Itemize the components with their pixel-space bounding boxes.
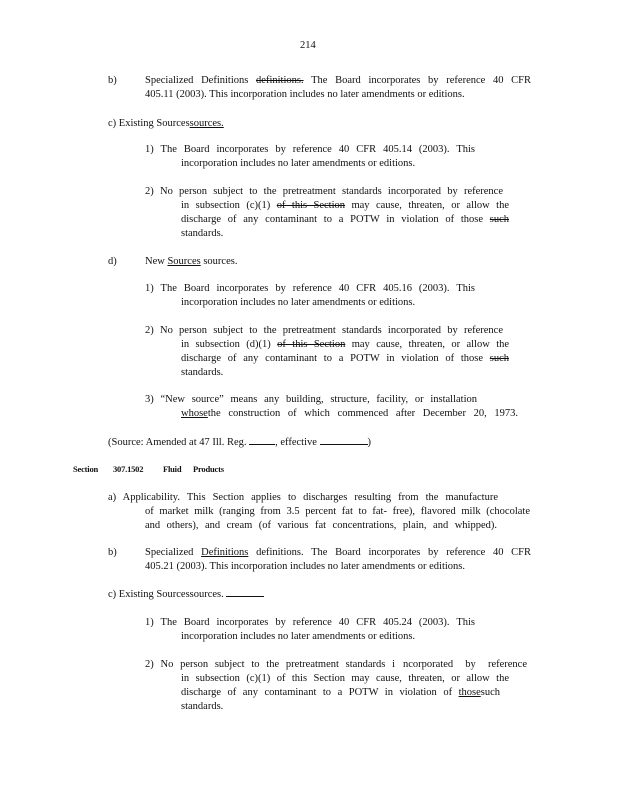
blank-field [320,435,368,445]
deleted-text: definitions. [256,75,304,86]
text: discharge of any contaminant to a POTW in violation of those [181,214,484,225]
d-item-1-line-2: incorporation includes no later amendments or editions. [181,297,416,308]
section-label: Section [73,464,99,474]
a-line-2: of market milk (ranging from 3.5 percent fat to fat- free), flavored milk (chocolate [145,506,530,517]
c2-item-1-line-2: incorporation includes no later amendments or editions. [181,631,416,642]
c-item-2-line-3 [181,213,509,226]
d-item-1-line-1: 1) The Board incorporates by reference 40 CFR 405.16 (2003). This [145,283,475,294]
paragraph-b-line-1 [145,74,531,87]
subsection-heading-d [145,255,237,268]
text: Specialized [145,547,194,558]
text: discharge of any contaminant to a POTW in violation of those [181,353,484,364]
text: The Board incorporates by reference 40 CFR [311,75,532,86]
c-item-2-line-1: 2) No person subject to the pretreatment standards incorporated by reference [145,186,503,197]
subsection-heading-c2 [108,588,264,601]
d-item-2-line-4: standards. [181,367,224,378]
text: may cause, threaten, or allow the [351,200,509,211]
text: such [480,687,500,698]
c-item-1-line-1: 1) The Board incorporates by reference 40 CFR 405.14 (2003). This [145,144,475,155]
text: , effective [275,437,317,448]
text: in subsection (c)(1) [181,200,271,211]
section-title-word-2: Products [193,464,224,474]
text: definitions. The Board incorporates by reference 40 CFR [256,547,532,558]
text: sources. [203,256,238,267]
subsection-heading-c [108,117,224,130]
c-item-1-line-2: incorporation includes no later amendments or editions. [181,158,416,169]
b2-line-2: 405.21 (2003). This incorporation includes no later amendments or editions. [145,561,465,572]
text: c) Existing Sources [108,118,190,129]
item-label-b: b) [108,75,117,86]
item-label-d: d) [108,256,117,267]
text: the construction of which commenced after December 20, 1973. [207,408,518,419]
text: New [145,256,165,267]
deleted-text: of this Section [276,200,346,211]
a-line-1: a) Applicability. This Section applies to discharges resulting from the manufacture [108,492,498,503]
text: (Source: Amended at 47 Ill. Reg. [108,437,247,448]
text: Specialized Definitions [145,75,249,86]
c2-item-2-line-1a: 2) No person subject to the pretreatment standards i [145,659,395,670]
d-item-2-line-3 [181,352,509,365]
page-number: 214 [300,40,316,51]
inserted-text: Sources [167,256,201,267]
deleted-text: of this Section [277,339,346,350]
d-item-3-line-1: 3) “New source” means any building, structure, facility, or installation [145,394,477,405]
d-item-2-line-1: 2) No person subject to the pretreatment standards incorporated by reference [145,325,503,336]
c2-item-1-line-1: 1) The Board incorporates by reference 40 CFR 405.24 (2003). This [145,617,475,628]
d-item-2-line-2 [181,338,509,351]
text: may cause, threaten, or allow the [351,339,510,350]
inserted-text: sources. [189,118,224,129]
item-label-b2: b) [108,547,117,558]
c2-item-2-line-1b: ncorporated by reference [403,659,527,670]
text: discharge of any contaminant to a POTW in violation of [181,687,453,698]
section-number: 307.1502 [113,464,144,474]
a-line-3: and others), and cream (of various fat concentrations, plain, and whipped). [145,520,497,531]
c2-item-2-line-2: in subsection (c)(1) of this Section may cause, threaten, or allow the [181,673,509,684]
d-item-3-line-2 [181,407,518,420]
inserted-text: Definitions [201,547,249,558]
c-item-2-line-2 [181,199,509,212]
source-note [108,435,371,449]
section-title-word-1: Fluid [163,464,182,474]
text: in subsection (d)(1) [181,339,271,350]
inserted-text: those [458,687,481,698]
text: c) Existing Sourcessources. [108,589,224,600]
blank-field [249,435,275,445]
inserted-text: whose [181,408,208,419]
b2-line-1 [145,546,531,559]
deleted-text: such [489,353,510,364]
blank-field [226,590,264,597]
c2-item-2-line-4: standards. [181,701,224,712]
c-item-2-line-4: standards. [181,228,224,239]
text: ) [367,437,372,448]
c2-item-2-line-3 [181,686,500,699]
deleted-text: such [489,214,510,225]
paragraph-b-line-2: 405.11 (2003). This incorporation includes no later amendments or editions. [145,89,465,100]
